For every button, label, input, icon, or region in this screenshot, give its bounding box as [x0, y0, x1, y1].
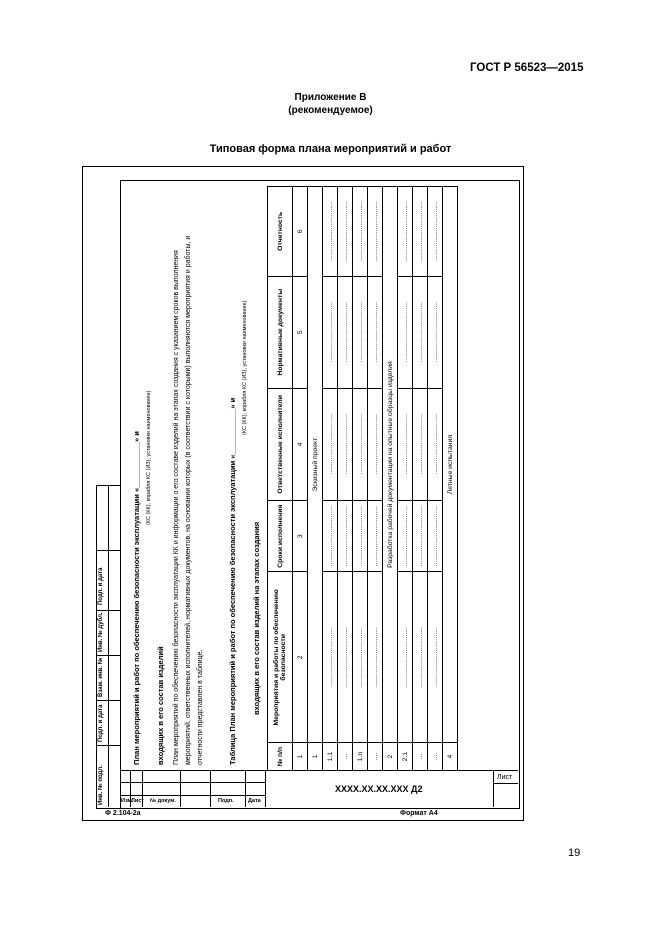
- table-row: [323, 187, 338, 771]
- row-cell: ................................: [323, 500, 338, 572]
- row-cell: ................................: [338, 500, 353, 572]
- column-number-row: [293, 187, 308, 771]
- section-row: [383, 187, 398, 771]
- plan-header-note: (КС (КК), корабля КС (ИЗ), установки наименование): [146, 390, 152, 525]
- row-cell: ................................: [413, 572, 428, 743]
- title-block-divider: [210, 770, 211, 807]
- appendix-title: [0, 91, 661, 117]
- title-block-divider: [180, 770, 181, 807]
- section-number: 4: [443, 743, 458, 771]
- row-cell: ................................: [428, 187, 443, 277]
- doc-code: ГОСТ Р 56523—2015: [470, 62, 584, 74]
- plan-header: [131, 390, 167, 765]
- table-row: [398, 187, 413, 771]
- col-number: 6: [293, 187, 308, 277]
- side-strip-rule: [96, 745, 120, 746]
- table-caption-note: (КС (КК), корабля КС (ИЗ), установки наименование): [242, 300, 248, 435]
- row-number: 1.1: [323, 743, 338, 771]
- section-title: Эскизный проект: [308, 187, 323, 743]
- row-cell: ................................: [413, 388, 428, 500]
- appendix-note: (рекомендуемое): [288, 105, 373, 116]
- form-label: Ф 2.104-2а: [105, 810, 141, 817]
- row-cell: ................................: [398, 187, 413, 277]
- row-cell: ................................: [323, 388, 338, 500]
- row-cell: ................................: [353, 276, 368, 388]
- plan-table: [267, 186, 458, 771]
- row-cell: ................................: [323, 187, 338, 277]
- row-cell: ................................: [428, 276, 443, 388]
- plan-paragraph: План мероприятий по обеспечению безопасности эксплуатации КК и информации о его составе изделий на этапах создания с указанием сроков выполнения мероприятий, ответственных исполнителей, нормативных документов, на основании которых (в соответствии с которыми) выполняются мероприятия и работы, и отчетности представлен в таблице.: [173, 235, 204, 765]
- row-cell: ................................: [398, 500, 413, 572]
- row-cell: ................................: [323, 276, 338, 388]
- row-cell: ................................: [413, 276, 428, 388]
- appendix-label: Приложение В: [294, 92, 367, 103]
- col-header-responsible: Ответственные исполнители: [268, 388, 293, 500]
- row-cell: ................................: [368, 276, 383, 388]
- section-title: Летные испытания: [443, 187, 458, 743]
- row-cell: ................................: [368, 388, 383, 500]
- row-cell: ................................: [428, 500, 443, 572]
- row-cell: ................................: [338, 572, 353, 743]
- side-label-vzam-inv: Взам. инв. №: [98, 657, 104, 697]
- row-cell: ................................: [353, 572, 368, 743]
- row-cell: ................................: [398, 276, 413, 388]
- stamp-label-doc: № докум.: [150, 798, 176, 804]
- row-number: 2.1: [398, 743, 413, 771]
- stamp-label-izm: Изм.: [121, 798, 134, 804]
- plan-header-line2: входящих в его состав изделий: [156, 646, 165, 765]
- row-cell: ................................: [353, 388, 368, 500]
- table-row: [353, 187, 368, 771]
- side-label-inv-dubl: Инв. № дубл.: [98, 612, 104, 652]
- section-row: [308, 187, 323, 771]
- table-row: [413, 187, 428, 771]
- rotated-content: [125, 186, 515, 771]
- row-cell: ................................: [368, 187, 383, 277]
- col-number: 4: [293, 388, 308, 500]
- row-cell: ................................: [338, 187, 353, 277]
- col-header-report: Отчетность: [268, 187, 293, 277]
- stamp-label-podp: Подп.: [218, 798, 234, 804]
- section-row: [443, 187, 458, 771]
- row-number: ....: [368, 743, 383, 771]
- table-row: [338, 187, 353, 771]
- title-block-divider: [265, 770, 266, 807]
- row-cell: ................................: [368, 500, 383, 572]
- row-number: ....: [428, 743, 443, 771]
- col-number: 5: [293, 276, 308, 388]
- sheet-label: Лист: [497, 774, 513, 781]
- col-header-deadline: Сроки исполнения: [268, 500, 293, 572]
- col-number: 3: [293, 500, 308, 572]
- section-number: 2: [383, 743, 398, 771]
- title-block-divider: [493, 770, 494, 807]
- col-number: 1: [293, 743, 308, 771]
- side-strip-rule: [96, 655, 120, 656]
- table-caption-line1: Таблица План мероприятий и работ по обеспечению безопасности эксплуатации «___________» и: [228, 397, 237, 765]
- row-cell: ................................: [323, 572, 338, 743]
- table-header-row: [268, 187, 293, 771]
- plan-header-line1: План мероприятий и работ по обеспечению безопасности эксплуатации «___________» и: [132, 431, 141, 765]
- stamp-label-list: Лист: [131, 798, 144, 804]
- row-number: 1.n: [353, 743, 368, 771]
- row-cell: ................................: [353, 187, 368, 277]
- row-cell: ................................: [413, 500, 428, 572]
- row-cell: ................................: [413, 187, 428, 277]
- row-cell: ................................: [353, 500, 368, 572]
- row-number: ...: [338, 743, 353, 771]
- row-cell: ................................: [428, 572, 443, 743]
- format-label: Формат А4: [400, 810, 438, 817]
- row-cell: ................................: [398, 388, 413, 500]
- col-number: 2: [293, 572, 308, 743]
- page-number: 19: [568, 847, 581, 859]
- table-caption: [227, 300, 263, 765]
- side-strip-rule: [96, 700, 120, 701]
- col-header-normative: Нормативные документы: [268, 276, 293, 388]
- row-cell: ................................: [338, 388, 353, 500]
- side-label-podp-data: Подп. и дата: [98, 704, 104, 742]
- row-cell: ................................: [338, 276, 353, 388]
- side-label-inv-podl: Инв. № подл.: [98, 765, 104, 805]
- side-label-podp-data-2: Подп. и дата: [98, 567, 104, 605]
- row-number: ...: [413, 743, 428, 771]
- table-row: [428, 187, 443, 771]
- table-caption-line2: входящих в его состав изделий на этапах создания: [252, 521, 261, 715]
- side-strip-rule: [96, 610, 120, 611]
- section-title: Разработка рабочей документации на опытные образцы изделия: [383, 187, 398, 743]
- side-strip-divider: [108, 485, 109, 807]
- col-header-num: № п/п: [268, 743, 293, 771]
- table-row: [368, 187, 383, 771]
- row-cell: ................................: [368, 572, 383, 743]
- document-code: XXXX.XX.XX.XXX Д2: [335, 784, 423, 794]
- side-strip-rule: [96, 550, 120, 551]
- stamp-label-data: Дата: [248, 798, 261, 804]
- section-number: 1: [308, 743, 323, 771]
- title-block-rule: [493, 783, 518, 784]
- row-cell: ................................: [398, 572, 413, 743]
- title-block-divider: [245, 770, 246, 807]
- col-header-measures: Мероприятия и работы по обеспечению безопасности: [268, 572, 293, 743]
- form-title: Типовая форма плана мероприятий и работ: [209, 143, 452, 155]
- row-cell: ................................: [428, 388, 443, 500]
